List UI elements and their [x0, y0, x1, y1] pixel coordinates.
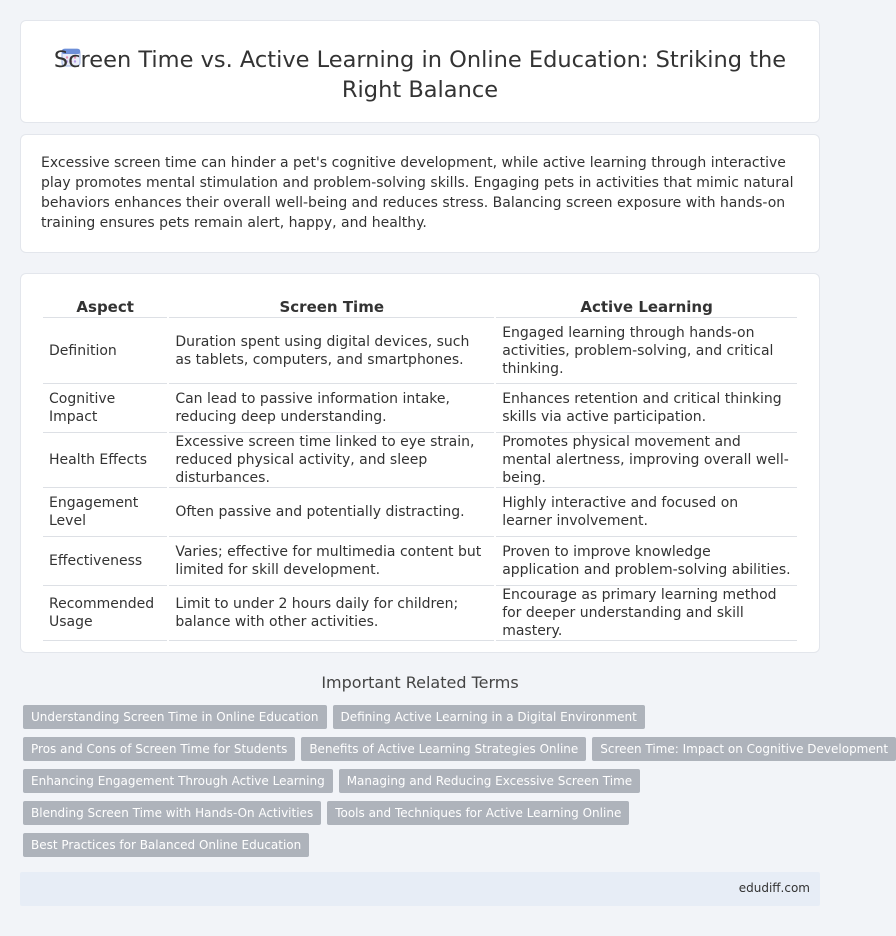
cell-aspect: Health Effects: [43, 433, 167, 488]
comparison-table: [41, 294, 799, 641]
cell-aspect: Cognitive Impact: [43, 384, 167, 433]
tag-row: [23, 833, 813, 857]
cell-aspect: Effectiveness: [43, 537, 167, 586]
page-title: Screen Time vs. Active Learning in Online Education: Striking the Right Balance: [53, 47, 787, 103]
table-row: [43, 318, 797, 384]
cell-active-learning: Engaged learning through hands-on activities, problem-solving, and critical thinking.: [496, 318, 797, 384]
related-term-tag[interactable]: Pros and Cons of Screen Time for Students: [23, 737, 295, 761]
title-card: [20, 20, 820, 123]
table-header-row: [43, 294, 797, 318]
related-term-tag[interactable]: Understanding Screen Time in Online Education: [23, 705, 327, 729]
cell-active-learning: Highly interactive and focused on learner involvement.: [496, 488, 797, 537]
footer: [20, 872, 820, 906]
cell-screen-time: Varies; effective for multimedia content but limited for skill development.: [169, 537, 494, 586]
cell-screen-time: Duration spent using digital devices, such as tablets, computers, and smartphones.: [169, 318, 494, 384]
related-terms-list: [23, 705, 889, 865]
header-active-learning: Active Learning: [496, 294, 797, 318]
cell-active-learning: Promotes physical movement and mental alertness, improving overall well-being.: [496, 433, 797, 488]
cell-active-learning: Enhances retention and critical thinking skills via active participation.: [496, 384, 797, 433]
comparison-table-card: [20, 273, 820, 653]
related-term-tag[interactable]: Blending Screen Time with Hands-On Activities: [23, 801, 321, 825]
header-screen-time: Screen Time: [169, 294, 494, 318]
cell-screen-time: Can lead to passive information intake, reducing deep understanding.: [169, 384, 494, 433]
intro-paragraph: Excessive screen time can hinder a pet's cognitive development, while active learning through interactive play promotes mental stimulation and problem-solving skills. Engaging pets in activities that mimic natural behaviors enhances their overall well-being and reduces stress. Balancing screen exposure with hands-on training ensures pets remain alert, happy, and healthy.: [41, 155, 794, 231]
cell-screen-time: Often passive and potentially distracting.: [169, 488, 494, 537]
related-terms-heading: Important Related Terms: [321, 673, 519, 692]
tag-row: [23, 769, 813, 793]
related-term-tag[interactable]: Managing and Reducing Excessive Screen Time: [339, 769, 640, 793]
related-term-tag[interactable]: Benefits of Active Learning Strategies Online: [301, 737, 586, 761]
cell-active-learning: Proven to improve knowledge application and problem-solving abilities.: [496, 537, 797, 586]
footer-site-link[interactable]: edudiff.com: [738, 881, 810, 895]
cell-screen-time: Excessive screen time linked to eye strain, reduced physical activity, and sleep disturbances.: [169, 433, 494, 488]
tag-row: [23, 737, 889, 761]
table-row: [43, 433, 797, 488]
intro-card: [20, 134, 820, 253]
related-term-tag[interactable]: Enhancing Engagement Through Active Learning: [23, 769, 333, 793]
related-term-tag[interactable]: Best Practices for Balanced Online Education: [23, 833, 309, 857]
tag-row: [23, 705, 813, 729]
header-aspect: Aspect: [43, 294, 167, 318]
cell-aspect: Recommended Usage: [43, 586, 167, 641]
related-term-tag[interactable]: Defining Active Learning in a Digital Environment: [333, 705, 645, 729]
cell-aspect: Definition: [43, 318, 167, 384]
related-term-tag[interactable]: Screen Time: Impact on Cognitive Development: [592, 737, 896, 761]
table-row: [43, 488, 797, 537]
table-row: [43, 537, 797, 586]
cell-screen-time: Limit to under 2 hours daily for children; balance with other activities.: [169, 586, 494, 641]
cell-aspect: Engagement Level: [43, 488, 167, 537]
related-term-tag[interactable]: Tools and Techniques for Active Learning Online: [327, 801, 629, 825]
table-row: [43, 586, 797, 641]
table-row: [43, 384, 797, 433]
tag-row: [23, 801, 813, 825]
cell-active-learning: Encourage as primary learning method for deeper understanding and skill mastery.: [496, 586, 797, 641]
